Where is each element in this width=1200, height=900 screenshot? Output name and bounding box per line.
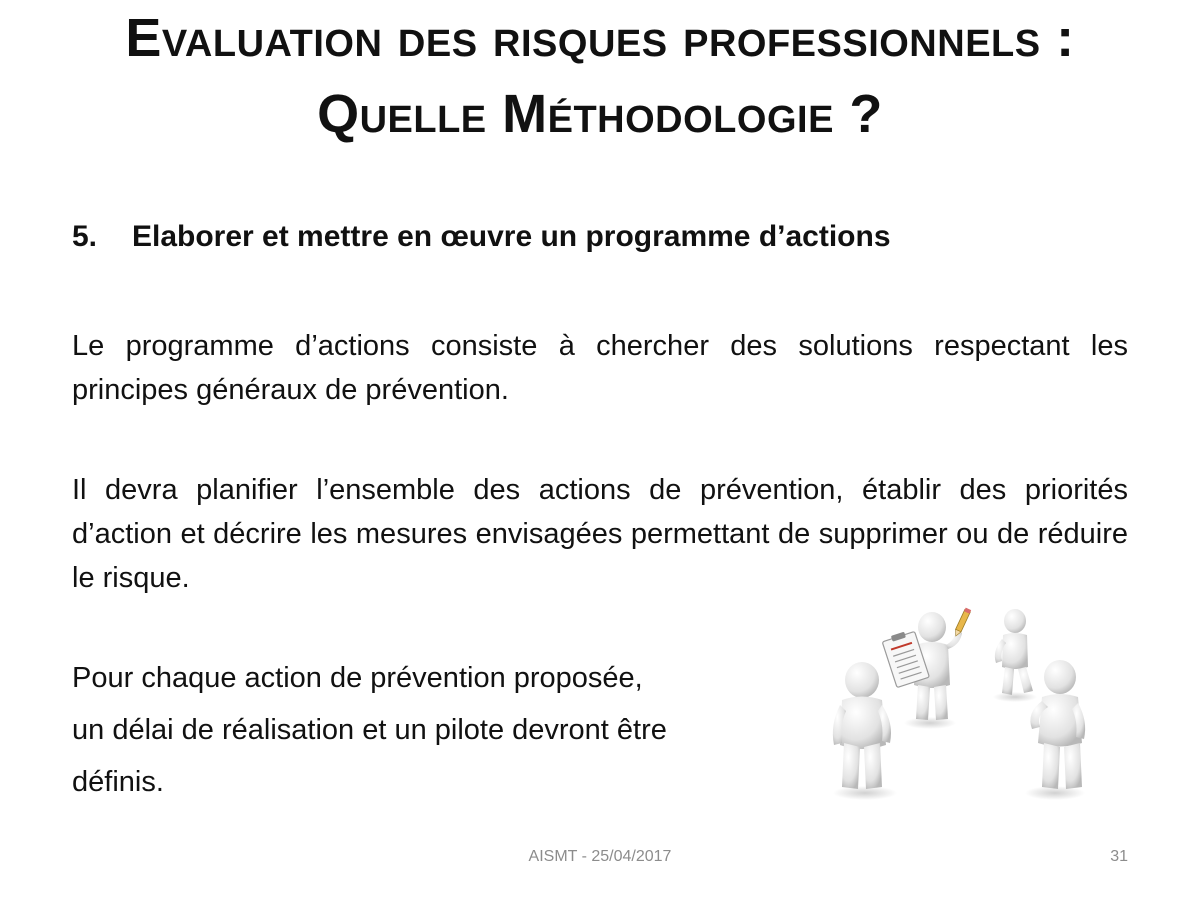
group-of-figures-with-checklist-icon xyxy=(820,605,1100,805)
paragraph-2: Il devra planifier l’ensemble des actions de prévention, établir des priorités d’action et décrire les mesures envisagées permettant de supprimer ou de réduire le risque. xyxy=(72,474,1128,594)
final-line-2: un délai de réalisation et un pilote devront être xyxy=(72,714,667,746)
figure-right xyxy=(1030,660,1085,789)
final-line-3: définis. xyxy=(72,766,164,798)
figure-left xyxy=(833,662,891,789)
section-heading-text: Elaborer et mettre en œuvre un programme d’actions xyxy=(132,220,891,253)
footer-date: AISMT - 25/04/2017 xyxy=(528,848,672,865)
final-line-1: Pour chaque action de prévention proposée, xyxy=(72,662,643,694)
section-number: 5. xyxy=(72,220,98,253)
section-heading xyxy=(72,220,891,254)
figure-back-right xyxy=(995,609,1033,695)
slide-title-line-1: Evaluation des risques professionnels : xyxy=(125,8,1075,68)
figure-center-with-checklist xyxy=(881,608,971,720)
paragraph-1: Le programme d’actions consiste à chercher des solutions respectant les principes généraux de prévention. xyxy=(72,330,1128,406)
slide-title-line-2: Quelle Méthodologie ? xyxy=(317,84,883,144)
page-number: 31 xyxy=(1110,848,1128,865)
